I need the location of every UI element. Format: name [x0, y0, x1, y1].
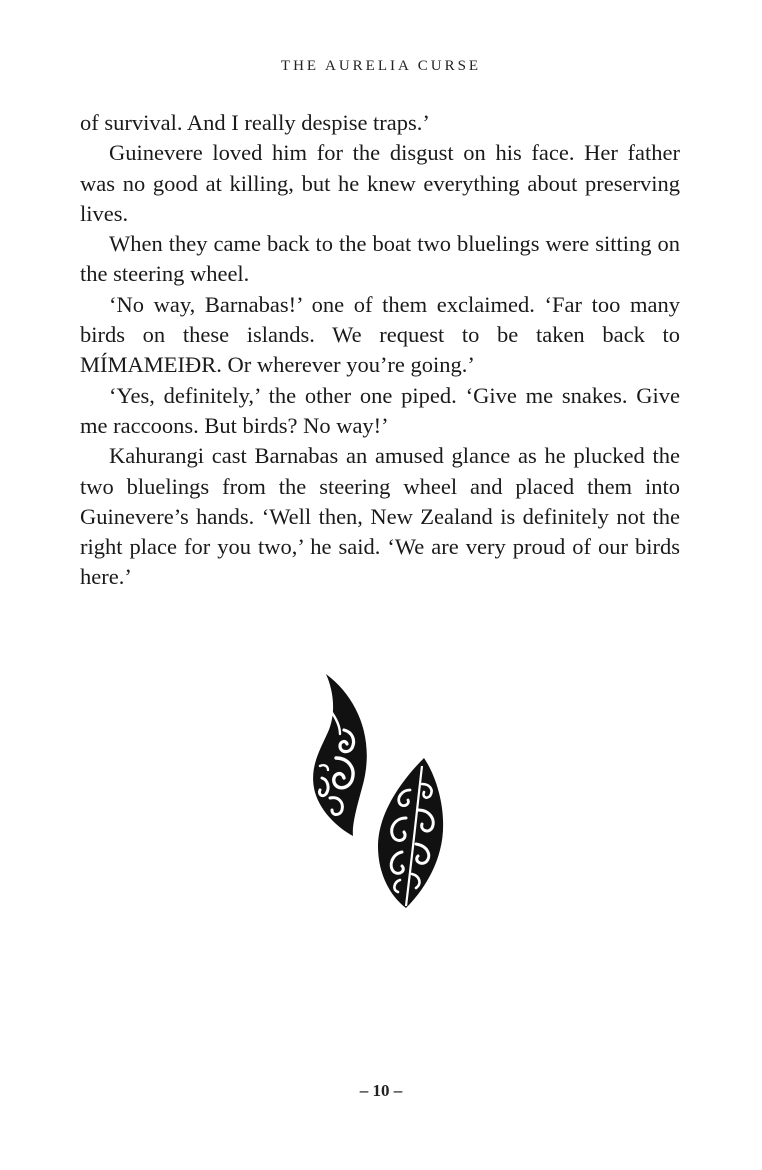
right-leaf-icon — [378, 758, 443, 908]
paragraph: Kahurangi cast Barnabas an amused glance as he plucked the two bluelings from the steering wheel and placed them into Guinevere’s hands. ‘Well then, New Zealand is definitely not the right place for you two,’ he said. ‘We are very proud of our birds here.’ — [80, 443, 680, 590]
running-title: THE AURELIA CURSE — [280, 58, 482, 74]
paragraph: ‘No way, Barnabas!’ one of them exclaimed. ‘Far too many birds on these islands. We request to be taken back to MÍMAMEIÐR. Or wherever you’re going.’ — [80, 291, 680, 378]
left-leaf-icon — [313, 674, 367, 836]
paragraph: When they came back to the boat two bluelings were sitting on the steering wheel. — [80, 231, 680, 287]
leaf-ornament-icon — [306, 670, 456, 915]
paragraph: ‘Yes, definitely,’ the other one piped. ‘Give me snakes. Give me raccoons. But birds? No way!’ — [80, 382, 680, 438]
page-number: – 10 – — [359, 1081, 403, 1100]
body-text — [80, 108, 680, 593]
paragraph: Guinevere loved him for the disgust on his face. Her father was no good at killing, but he knew everything about preserving lives. — [80, 140, 680, 226]
paragraph-continuation: of survival. And I really despise traps.’ — [80, 110, 430, 135]
